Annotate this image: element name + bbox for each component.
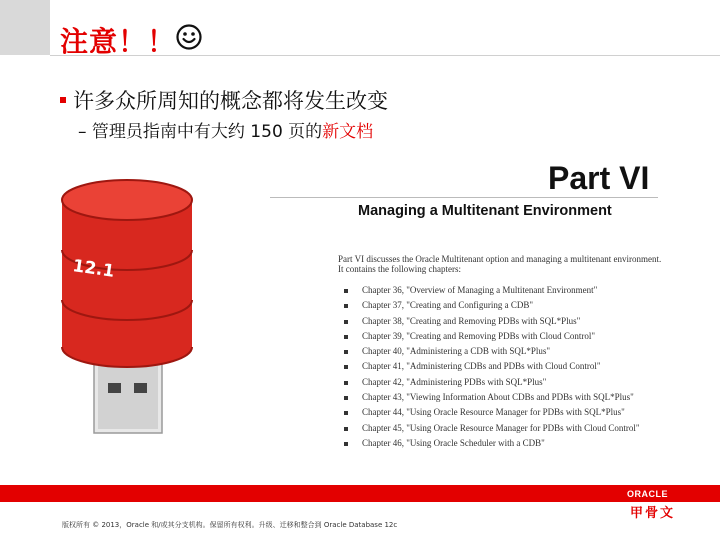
bullet-main	[60, 85, 388, 115]
database-usb-stick-icon	[60, 175, 195, 440]
list-item	[344, 344, 640, 359]
bullet-sub	[78, 117, 373, 142]
list-item	[344, 436, 640, 451]
footer-copyright: 版权所有 © 2013，Oracle 和/或其分支机构。保留所有权利。升级、迁移和整合到 Oracle Database 12c	[62, 521, 398, 529]
bullet-dot-icon	[344, 350, 348, 354]
list-item	[344, 359, 640, 374]
header-accent-bar	[0, 0, 50, 55]
chapter-text: Chapter 46, "Using Oracle Scheduler with a CDB"	[362, 437, 545, 448]
document-rule	[270, 197, 658, 198]
list-item	[344, 421, 640, 436]
chapter-text: Chapter 38, "Creating and Removing PDBs with SQL*Plus"	[362, 315, 581, 326]
graphic-label: 12.1	[71, 256, 116, 282]
slide-title: 注意！！	[60, 25, 177, 58]
list-item	[344, 375, 640, 390]
bullet-dot-icon	[344, 427, 348, 431]
bullet-square-icon	[60, 97, 66, 103]
chapter-text: Chapter 37, "Creating and Configuring a CDB"	[362, 300, 534, 311]
bullet-dot-icon	[344, 365, 348, 369]
list-item	[344, 390, 640, 405]
bullet-dot-icon	[344, 442, 348, 446]
oracle-logo-cn: 甲骨文	[630, 506, 676, 521]
list-item	[344, 283, 640, 298]
list-item	[344, 329, 640, 344]
chapter-text: Chapter 44, "Using Oracle Resource Manager for PDBs with SQL*Plus"	[362, 407, 625, 418]
chapter-text: Chapter 39, "Creating and Removing PDBs with Cloud Control"	[362, 330, 596, 341]
bullet-dot-icon	[344, 320, 348, 324]
bullet-dot-icon	[344, 335, 348, 339]
chapter-list	[344, 283, 640, 451]
bullet-dot-icon	[344, 411, 348, 415]
bullet-dot-icon	[344, 396, 348, 400]
bullet-dot-icon	[344, 304, 348, 308]
chapter-text: Chapter 41, "Administering CDBs and PDBs with Cloud Control"	[362, 361, 601, 372]
bullet-dot-icon	[344, 381, 348, 385]
bullet-sub-text: – 管理员指南中有大约 150 页的	[78, 122, 323, 142]
chapter-text: Chapter 45, "Using Oracle Resource Manager for PDBs with Cloud Control"	[362, 422, 640, 433]
chapter-text: Chapter 42, "Administering PDBs with SQL*Plus"	[362, 376, 547, 387]
bullet-main-text: 许多众所周知的概念都将发生改变	[73, 89, 388, 113]
chapter-text: Chapter 40, "Administering a CDB with SQL*Plus"	[362, 346, 551, 357]
document-heading: Part VI	[548, 160, 650, 196]
bullet-dot-icon	[344, 289, 348, 293]
document-intro: Part VI discusses the Oracle Multitenant option and managing a multitenant environment. It contains the following chapters:	[338, 254, 662, 274]
footer-bar	[0, 485, 720, 502]
smiley-icon	[176, 24, 202, 50]
document-subheading: Managing a Multitenant Environment	[358, 203, 612, 219]
oracle-logo: ORACLE	[627, 489, 668, 499]
list-item	[344, 314, 640, 329]
chapter-text: Chapter 43, "Viewing Information About CDBs and PDBs with SQL*Plus"	[362, 392, 634, 403]
bullet-sub-highlight: 新文档	[322, 122, 374, 142]
chapter-text: Chapter 36, "Overview of Managing a Multitenant Environment"	[362, 285, 598, 295]
list-item	[344, 298, 640, 313]
list-item	[344, 405, 640, 420]
